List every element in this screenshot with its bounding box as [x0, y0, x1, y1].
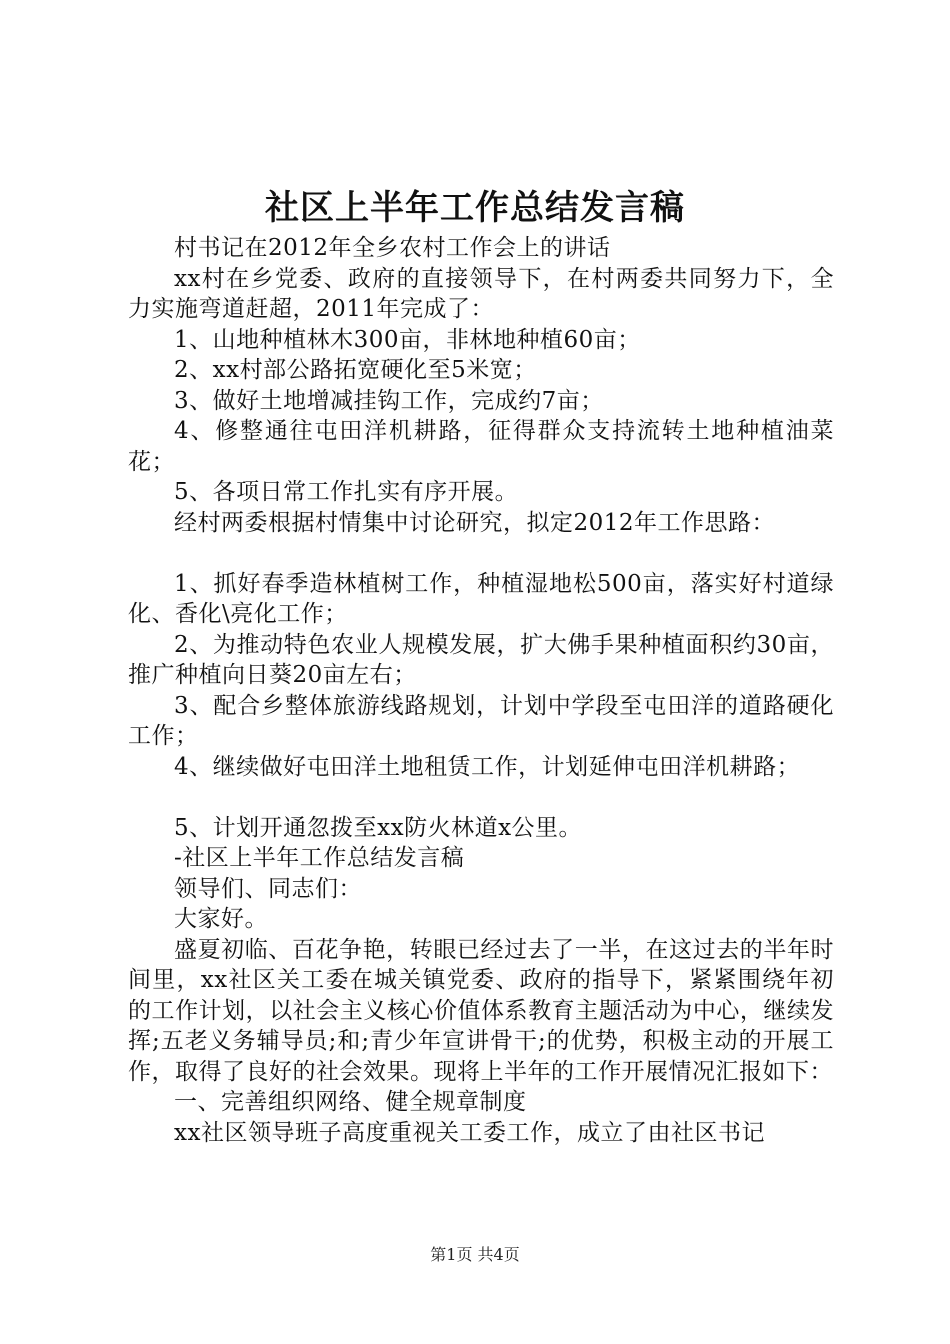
page-footer: 第1页 共4页 [430, 1245, 520, 1264]
paragraph: 4、修整通往屯田洋机耕路，征得群众支持流转土地种植油菜花； [128, 418, 834, 475]
document-body [128, 233, 834, 1148]
paragraph: -社区上半年工作总结发言稿 [174, 845, 465, 871]
paragraph: 1、山地种植林木300亩，非林地种植60亩； [174, 326, 641, 353]
blank-line [128, 782, 834, 813]
document-title: 社区上半年工作总结发言稿 [265, 188, 685, 228]
paragraph: 领导们、同志们： [174, 875, 362, 902]
paragraph: 2、xx村部公路拓宽硬化至5米宽； [174, 357, 537, 383]
paragraph: 经村两委根据村情集中讨论研究，拟定2012年工作思路： [174, 509, 776, 536]
paragraph: 一、完善组织网络、健全规章制度 [174, 1089, 527, 1115]
paragraph: 大家好。 [174, 906, 268, 932]
paragraph: 2、为推动特色农业人规模发展，扩大佛手果种植面积约30亩，推广种植向日葵20亩左右； [128, 631, 834, 688]
paragraph: 3、做好土地增减挂钩工作，完成约7亩； [174, 387, 604, 414]
paragraph: 盛夏初临、百花争艳，转眼已经过去了一半，在这过去的半年时间里，xx社区关工委在城关镇党委、政府的指导下，紧紧围绕年初的工作计划，以社会主义核心价值体系教育主题活动为中心，继续发挥;五老义务辅导员;和;青少年宣讲骨干;的优势，积极主动的开展工作，取得了良好的社会效果。现将上半年的工作开展情况汇报如下： [128, 936, 834, 1085]
paragraph: 4、继续做好屯田洋土地租赁工作，计划延伸屯田洋机耕路； [174, 753, 801, 780]
paragraph: xx村在乡党委、政府的直接领导下，在村两委共同努力下，全力实施弯道赶超，2011年完成了： [128, 265, 834, 322]
paragraph: xx社区领导班子高度重视关工委工作，成立了由社区书记 [174, 1119, 765, 1146]
paragraph: 1、抓好春季造林植树工作，种植湿地松500亩，落实好村道绿化、香化\亮化工作； [128, 570, 834, 627]
paragraph: 5、计划开通忽拨至xx防火林道x公里。 [174, 814, 583, 841]
paragraph: 3、配合乡整体旅游线路规划，计划中学段至屯田洋的道路硬化工作； [128, 692, 834, 749]
blank-line [128, 538, 834, 569]
paragraph: 村书记在2012年全乡农村工作会上的讲话 [174, 235, 611, 261]
paragraph: 5、各项日常工作扎实有序开展。 [174, 479, 519, 505]
